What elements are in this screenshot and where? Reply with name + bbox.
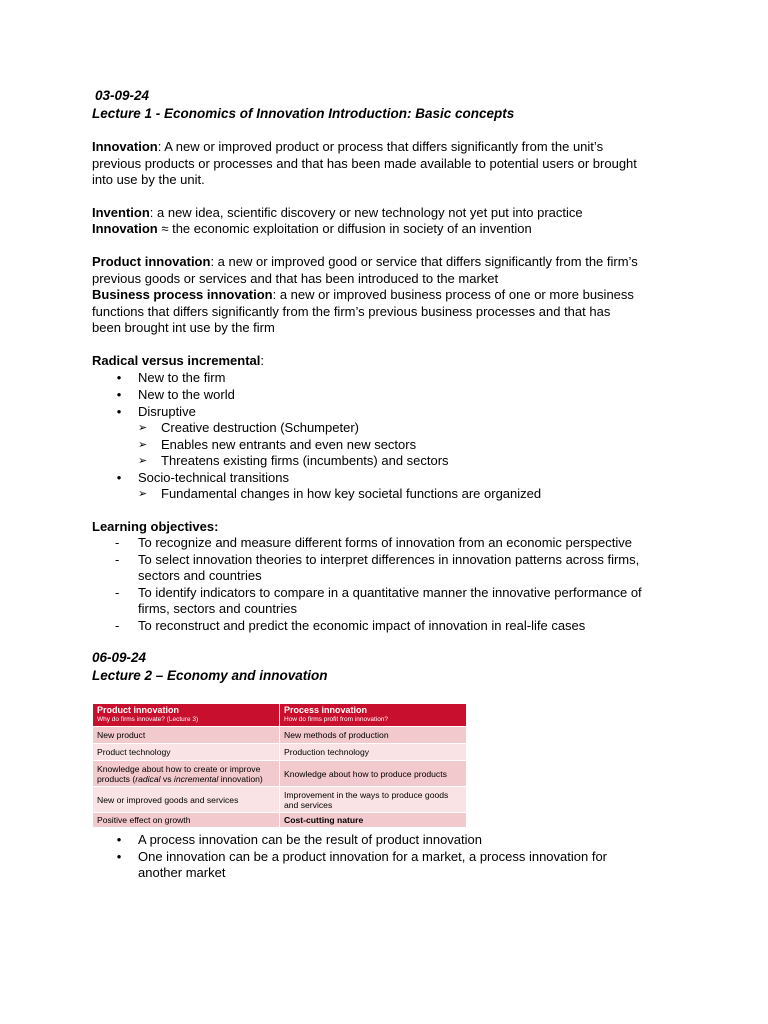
arrow-bullet-icon: ➢ (138, 422, 148, 434)
product-innovation-term: Product innovation (92, 254, 211, 269)
innovation-term-2: Innovation (92, 221, 158, 236)
arrow-bullet-icon: ➢ (138, 488, 148, 500)
objectives-heading: Learning objectives: (92, 519, 219, 534)
lecture1-title: Lecture 1 - Economics of Innovation Introduction: Basic concepts (92, 106, 515, 121)
list-item: New to the firm (138, 370, 226, 385)
objective-item: To reconstruct and predict the economic impact of innovation in real-life cases (138, 618, 586, 633)
invention-definition: Invention: a new idea, scientific discovery or new technology not yet put into practice (92, 205, 583, 220)
innovation-definition-line1: Innovation: A new or improved product or process that differs significantly from the unit’s (92, 139, 604, 154)
arrow-bullet-icon: ➢ (138, 439, 148, 451)
table-cell: Improvement in the ways to produce goods and services (280, 787, 467, 813)
innovation-approx-definition: Innovation ≈ the economic exploitation or diffusion in society of an invention (92, 221, 532, 236)
objective-item: To identify indicators to compare in a quantitative manner the innovative performance of (138, 585, 642, 600)
innovation-term: Innovation (92, 139, 158, 154)
list-item: Socio-technical transitions (138, 470, 290, 485)
innovation-definition-line3: into use by the unit. (92, 172, 205, 187)
list-item: Disruptive (138, 404, 196, 419)
table-row (93, 813, 467, 828)
bullet-icon: • (116, 370, 122, 385)
sub-list-item: Enables new entrants and even new sectors (161, 437, 417, 452)
table-cell: New or improved goods and services (93, 787, 280, 813)
list-item: One innovation can be a product innovation for a market, a process innovation for (138, 849, 608, 864)
business-process-term: Business process innovation (92, 287, 273, 302)
table-row (93, 744, 467, 761)
lecture2-title: Lecture 2 – Economy and innovation (92, 668, 328, 683)
table-cell: New product (93, 727, 280, 744)
bullet-icon: • (116, 387, 122, 402)
innovation-definition-line2: previous products or processes and that has been made available to potential users or brought (92, 156, 637, 171)
table-cell: Product technology (93, 744, 280, 761)
bullet-icon: • (116, 849, 122, 864)
table-cell: Cost-cutting nature (280, 813, 467, 828)
objective-item-cont: firms, sectors and countries (138, 601, 297, 616)
table-header-row (93, 704, 467, 727)
sub-list-item: Fundamental changes in how key societal functions are organized (161, 486, 542, 501)
table-cell: New methods of production (280, 727, 467, 744)
dash-bullet-icon: - (115, 535, 120, 550)
table-header-cell: Product innovation Why do firms innovate? (Lecture 3) (93, 704, 280, 727)
dash-bullet-icon: - (115, 618, 120, 633)
business-process-line2: functions that differs significantly from the firm’s previous business processes and that has (92, 304, 611, 319)
table-row (93, 727, 467, 744)
list-item: A process innovation can be the result of product innovation (138, 832, 482, 847)
lecture1-date: 03-09-24 (95, 88, 150, 103)
objective-item: To select innovation theories to interpret differences in innovation patterns across firms, (138, 552, 640, 567)
product-innovation-line1: Product innovation: a new or improved good or service that differs significantly from the firm’s (92, 254, 638, 269)
bullet-icon: • (116, 404, 122, 419)
list-item: New to the world (138, 387, 235, 402)
sub-list-item: Threatens existing firms (incumbents) and sectors (161, 453, 449, 468)
business-process-line3: been brought int use by the firm (92, 320, 275, 335)
objective-item-cont: sectors and countries (138, 568, 262, 583)
table-header-cell: Process innovation How do firms profit from innovation? (280, 704, 467, 727)
radical-heading: Radical versus incremental: (92, 353, 264, 368)
list-item-cont: another market (138, 865, 226, 880)
table-cell: Production technology (280, 744, 467, 761)
arrow-bullet-icon: ➢ (138, 455, 148, 467)
lecture2-date: 06-09-24 (92, 650, 147, 665)
table-cell: Knowledge about how to create or improve products (radical vs incremental innovation) (93, 761, 280, 787)
table-row (93, 787, 467, 813)
objective-item: To recognize and measure different forms of innovation from an economic perspective (138, 535, 633, 550)
innovation-comparison-table (92, 703, 467, 828)
table-cell: Knowledge about how to produce products (280, 761, 467, 787)
bullet-icon: • (116, 832, 122, 847)
product-innovation-line2: previous goods or services and that has been introduced to the market (92, 271, 499, 286)
table-cell: Positive effect on growth (93, 813, 280, 828)
sub-list-item: Creative destruction (Schumpeter) (161, 420, 359, 435)
business-process-line1: Business process innovation: a new or improved business process of one or more business (92, 287, 634, 302)
dash-bullet-icon: - (115, 585, 120, 600)
invention-term: Invention (92, 205, 150, 220)
bullet-icon: • (116, 470, 122, 485)
table-row (93, 761, 467, 787)
dash-bullet-icon: - (115, 552, 120, 567)
